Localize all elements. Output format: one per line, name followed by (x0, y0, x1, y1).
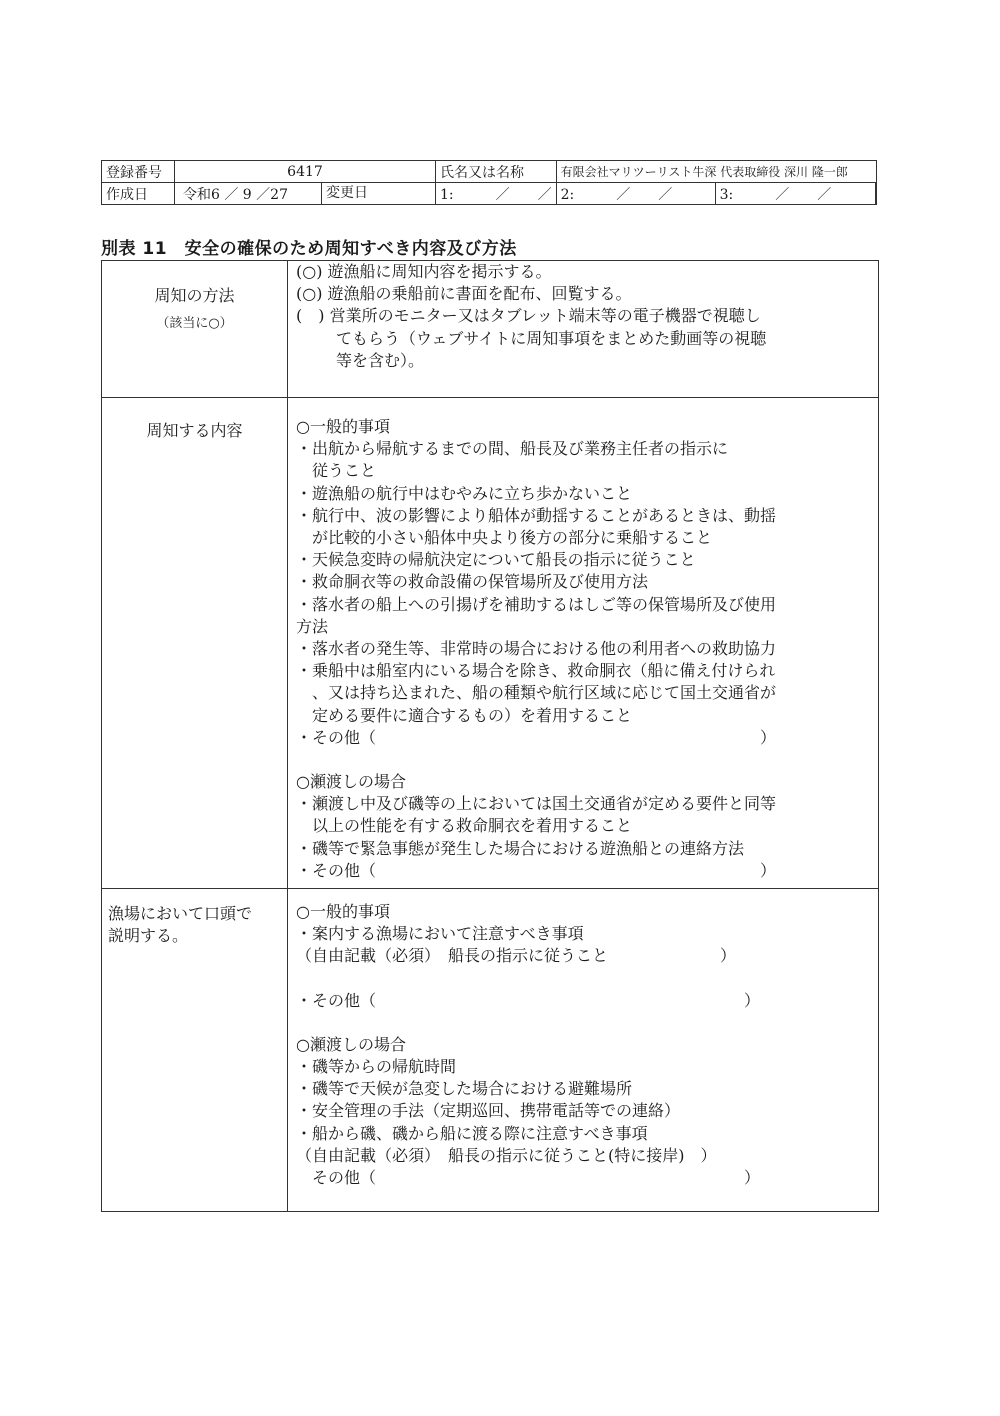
oral-row (102, 888, 878, 1211)
oral-item: その他（ ） (312, 1168, 761, 1188)
section-title: 別表 11 安全の確保のため周知すべき内容及び方法 (101, 239, 517, 259)
content-item: ・出航から帰航するまでの間、船長及び業務主任者の指示に (296, 439, 729, 459)
reg-no-label: 登録番号 (102, 161, 175, 183)
content-item: が比較的小さい船体中央より後方の部分に乗船すること (312, 528, 713, 548)
method-line: てもらう（ウェブサイトに周知事項をまとめた動画等の視聴 (336, 328, 767, 348)
name-value: 有限会社マリツーリスト牛深 代表取締役 深川 隆一郎 (556, 161, 876, 183)
content-item: ・天候急変時の帰航決定について船長の指示に従うこと (296, 550, 696, 570)
oral-seawalk-heading: ○瀬渡しの場合 (296, 1034, 406, 1054)
oral-item: ・磯等からの帰航時間 (296, 1057, 457, 1077)
created-label: 作成日 (102, 183, 175, 205)
content-label: 周知する内容 (146, 421, 243, 440)
reg-no-value: 6417 (175, 161, 436, 183)
oral-item: ・磯等で天候が急変した場合における避難場所 (296, 1079, 633, 1099)
content-general-heading: ○一般的事項 (296, 417, 390, 436)
content-item: ・その他（ ） (296, 727, 777, 747)
oral-label: 漁場において口頭で (108, 904, 253, 923)
method-line: 等を含む）。 (336, 350, 425, 370)
oral-item: （自由記載（必須） 船長の指示に従うこと(特に接岸) ） (296, 1145, 717, 1165)
change-1: 1: ／ ／ (436, 183, 557, 205)
oral-general-heading: ○一般的事項 (296, 902, 390, 921)
header-table (101, 160, 877, 205)
content-item: ・遊漁船の航行中はむやみに立ち歩かないこと (296, 483, 633, 503)
content-seawalk-heading: ○瀬渡しの場合 (296, 772, 406, 792)
oral-item: ・船から磯、磯から船に渡る際に注意すべき事項 (296, 1123, 648, 1143)
created-value: 令和6 ／ 9 ／27 (183, 186, 288, 203)
method-row (102, 261, 878, 397)
oral-item: ・その他（ ） (296, 990, 761, 1010)
content-item: 以上の性能を有する救命胴衣を着用すること (312, 816, 633, 836)
oral-label: 説明する。 (108, 926, 189, 945)
oral-item: ・安全管理の手法（定期巡回、携帯電話等での連絡） (296, 1101, 681, 1121)
content-item: ・乗船中は船室内にいる場合を除き、救命胴衣（船に備え付けられ (296, 661, 776, 681)
method-line: ( ) 営業所のモニター又はタブレット端末等の電子機器で視聴し (296, 306, 761, 326)
change-2: 2: ／ ／ (556, 183, 715, 205)
content-item: ・落水者の船上への引揚げを補助するはしご等の保管場所及び使用 (296, 594, 777, 614)
oral-item: （自由記載（必須） 船長の指示に従うこと ） (296, 946, 737, 966)
method-label: 周知の方法 (154, 286, 235, 305)
change-3: 3: ／ ／ (715, 183, 875, 205)
content-item: 、又は持ち込まれた、船の種類や航行区域に応じて国土交通省が (312, 683, 777, 703)
content-item: 定める要件に適合するもの）を着用すること (312, 705, 633, 725)
content-item: ・瀬渡し中及び磯等の上においては国土交通省が定める要件と同等 (296, 794, 777, 814)
name-label: 氏名又は名称 (436, 161, 557, 183)
content-item: 方法 (296, 616, 329, 636)
method-sublabel: （該当に○） (156, 316, 233, 331)
content-item: 従うこと (312, 461, 377, 481)
content-row (102, 397, 878, 888)
oral-item: ・案内する漁場において注意すべき事項 (296, 924, 584, 944)
content-item: ・磯等で緊急事態が発生した場合における遊漁船との連絡方法 (296, 838, 745, 858)
method-line: (○) 遊漁船に周知内容を掲示する。 (296, 262, 552, 281)
content-item: ・落水者の発生等、非常時の場合における他の利用者への救助協力 (296, 639, 777, 659)
content-item: ・救命胴衣等の救命設備の保管場所及び使用方法 (296, 572, 649, 592)
main-table (101, 260, 879, 1212)
method-line: (○) 遊漁船の乗船前に書面を配布、回覧する。 (296, 284, 632, 304)
content-item: ・その他（ ） (296, 860, 777, 880)
content-item: ・航行中、波の影響により船体が動揺することがあるときは、動揺 (296, 505, 777, 525)
changed-label: 変更日 (321, 183, 368, 204)
